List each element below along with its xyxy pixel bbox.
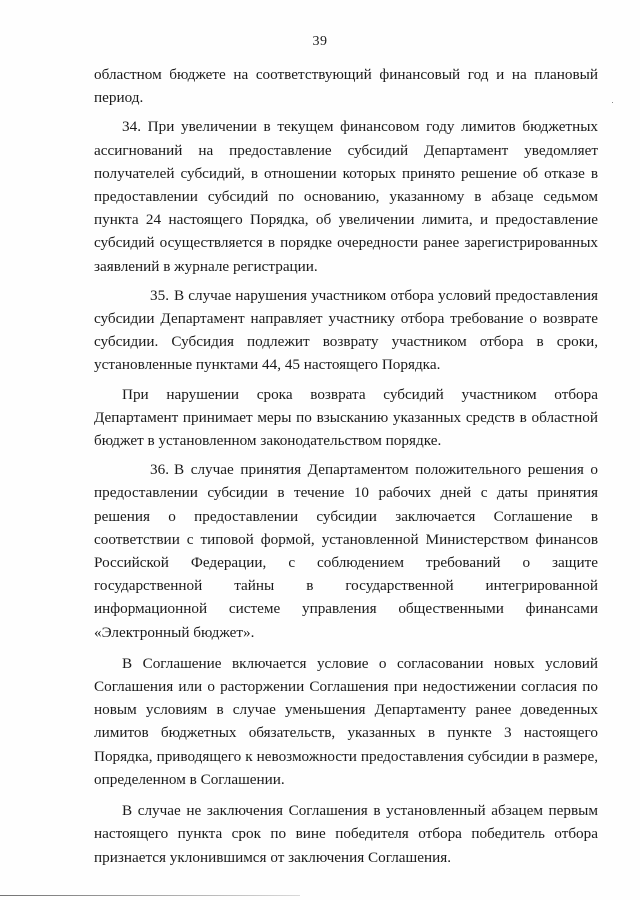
page-number: 39 (312, 34, 328, 49)
scan-edge-line (0, 895, 300, 896)
paragraph-36-second: В Соглашение включается условие о согласовании новых условий Соглашения или о расторжении Соглашения при недостижении согласия по новым условиям в случае уменьшения Департаменту ранее доведенных лимитов бюджетных обязательств, указанных в пункте 3 настоящего Порядка, приводящего к невозможности предоставления субсидии в размере, определенном в Соглашении. (94, 654, 598, 788)
paragraph-35 (94, 284, 598, 377)
paragraph-36-third: В случае не заключения Соглашения в установленный абзацем первым настоящего пункта срок по вине победителя отбора победитель отбора признается уклонившимся от заключения Соглашения. (94, 802, 598, 866)
paragraph-35-number: 35. (150, 286, 169, 304)
paragraph-36-text: В случае принятия Департаментом положительного решения о предоставлении субсидии в течение 10 рабочих дней с даты принятия решения о предоставлении субсидии заключается Соглашение в соответствии с типовой формой, установленной Министерством финансов Российской Федерации, с соблюдением требований о защите государственной тайны в государственной интегрированной информационной системе управления общественными финансами «Электронный бюджет». (94, 461, 598, 641)
paragraph-36-number: 36. (150, 461, 169, 479)
paragraph-35-second: При нарушении срока возврата субсидий участником отбора Департамент принимает меры по взысканию указанных средств в областной бюджет в установленном законодательством порядке. (94, 385, 598, 450)
paragraph-35-text: В случае нарушения участником отбора условий предоставления субсидии Департамент направляет участнику отбора требование о возврате субсидии. Субсидия подлежит возврату участником отбора в сроки, установленные пунктами 44, 45 настоящего Порядка. (94, 286, 598, 374)
document-body (94, 63, 598, 869)
scan-speck (612, 102, 613, 103)
paragraph-36 (94, 458, 598, 644)
paragraph-continuation: областном бюджете на соответствующий финансовый год и на плановый период. (94, 66, 598, 107)
paragraph-34: 34. При увеличении в текущем финансовом году лимитов бюджетных ассигнований на предоставление субсидий Департамент уведомляет получателей субсидий, в отношении которых принято решение об отказе в предоставлении субсидий по основанию, указанному в абзаце седьмом пункта 24 настоящего Порядка, об увеличении лимита, и предоставление субсидий осуществляется в порядке очередности ранее зарегистрированных заявлений в журнале регистрации. (94, 118, 598, 275)
